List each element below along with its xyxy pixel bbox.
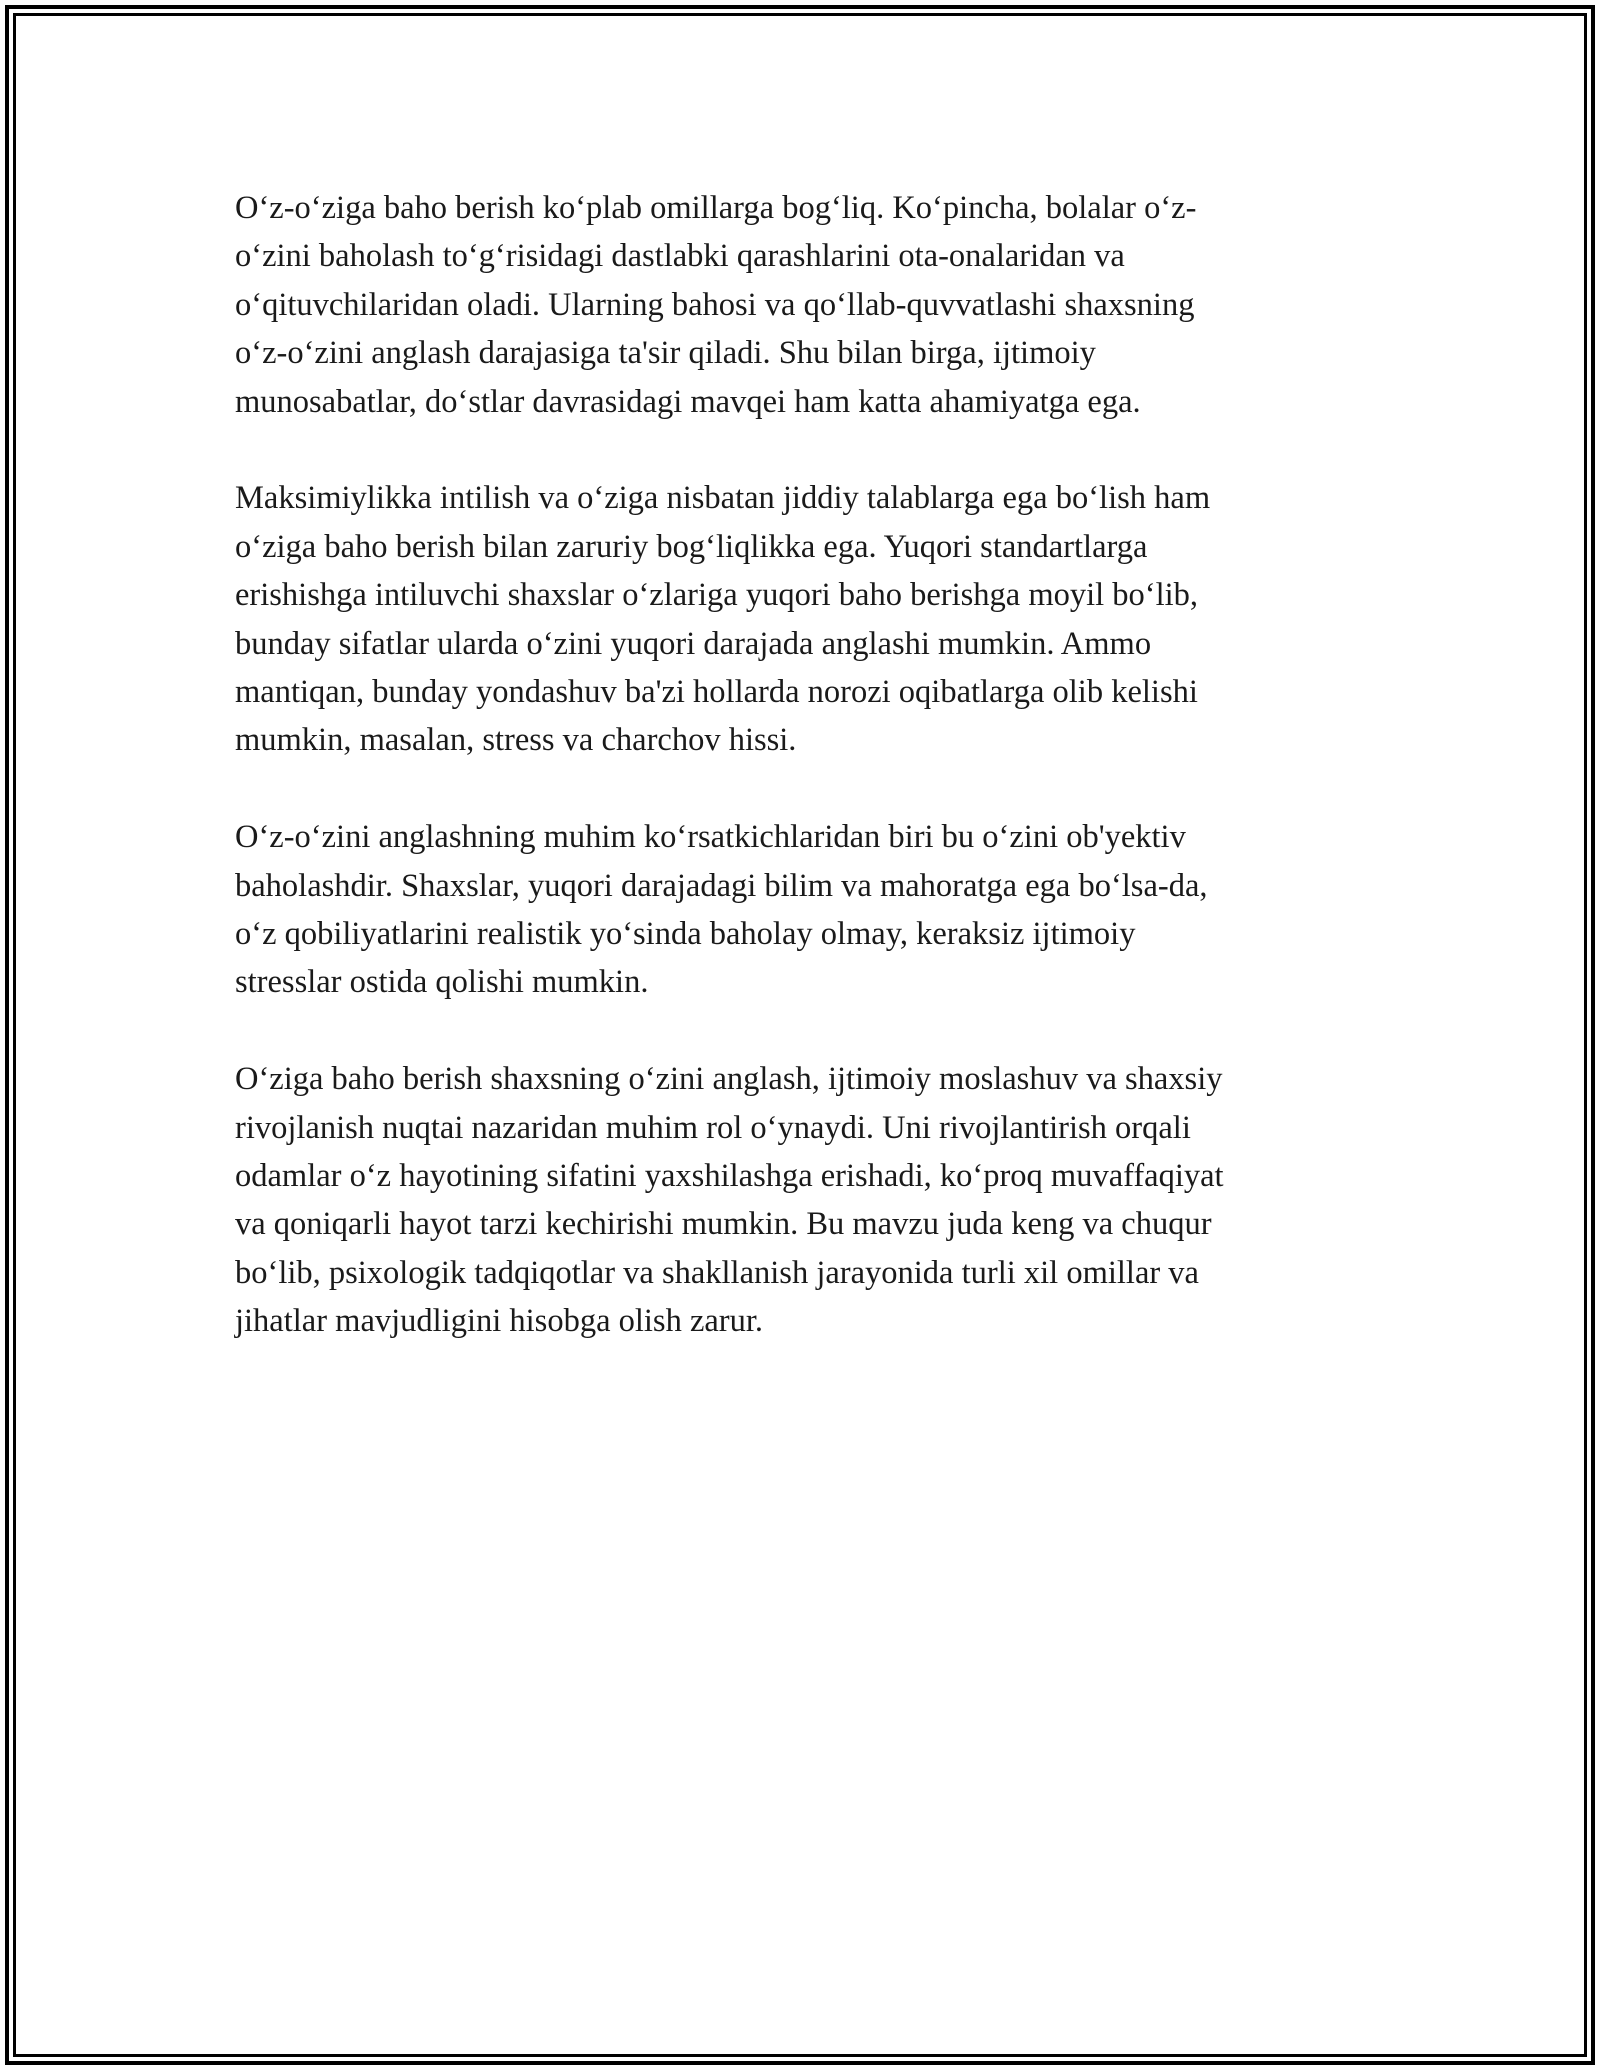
paragraph-line: o‘zini baholash to‘g‘risidagi dastlabki qarashlarini ota-onalaridan va xyxy=(235,238,1125,275)
paragraph-line: rivojlanish nuqtai nazaridan muhim rol o‘ynaydi. Uni rivojlantirish orqali xyxy=(235,1109,1191,1146)
document-body xyxy=(235,184,1365,1394)
paragraph-line: o‘qituvchilaridan oladi. Ularning bahosi va qo‘llab-quvvatlashi shaxsning xyxy=(235,286,1195,323)
paragraph-2 xyxy=(235,474,1365,764)
paragraph-line: bunday sifatlar ularda o‘zini yuqori darajada anglashi mumkin. Ammo xyxy=(235,625,1152,662)
paragraph-line: o‘ziga baho berish bilan zaruriy bog‘liqlikka ega. Yuqori standartlarga xyxy=(235,528,1148,565)
paragraph-line: Maksimiylikka intilish va o‘ziga nisbatan jiddiy talablarga ega bo‘lish ham xyxy=(235,480,1211,517)
paragraph-1 xyxy=(235,184,1365,426)
paragraph-line: baholashdir. Shaxslar, yuqori darajadagi bilim va mahoratga ega bo‘lsa-da, xyxy=(235,867,1208,904)
paragraph-line: va qoniqarli hayot tarzi kechirishi mumkin. Bu mavzu juda keng va chuqur xyxy=(235,1206,1212,1243)
paragraph-line: o‘z qobiliyatlarini realistik yo‘sinda baholay olmay, keraksiz ijtimoiy xyxy=(235,916,1136,953)
paragraph-line: O‘z-o‘ziga baho berish ko‘plab omillarga bog‘liq. Ko‘pincha, bolalar o‘z- xyxy=(235,190,1197,226)
paragraph-line: mumkin, masalan, stress va charchov hissi. xyxy=(235,722,797,759)
paragraph-4 xyxy=(235,1055,1365,1345)
paragraph-line: stresslar ostida qolishi mumkin. xyxy=(235,964,649,1001)
paragraph-line: mantiqan, bunday yondashuv ba'zi hollarda norozi oqibatlarga olib kelishi xyxy=(235,674,1198,711)
paragraph-line: odamlar o‘z hayotining sifatini yaxshilashga erishadi, ko‘proq muvaffaqiyat xyxy=(235,1158,1224,1195)
paragraph-line: munosabatlar, do‘stlar davrasidagi mavqei ham katta ahamiyatga ega. xyxy=(235,383,1141,420)
paragraph-3 xyxy=(235,813,1365,1007)
paragraph-line: O‘z-o‘zini anglashning muhim ko‘rsatkichlaridan biri bu o‘zini ob'yektiv xyxy=(235,819,1186,856)
paragraph-line: jihatlar mavjudligini hisobga olish zarur. xyxy=(235,1303,764,1340)
paragraph-line: O‘ziga baho berish shaxsning o‘zini anglash, ijtimoiy moslashuv va shaxsiy xyxy=(235,1061,1223,1098)
paragraph-line: erishishga intiluvchi shaxslar o‘zlariga yuqori baho berishga moyil bo‘lib, xyxy=(235,577,1199,614)
paragraph-line: bo‘lib, psixologik tadqiqotlar va shakllanish jarayonida turli xil omillar va xyxy=(235,1254,1199,1291)
paragraph-line: o‘z-o‘zini anglash darajasiga ta'sir qiladi. Shu bilan birga, ijtimoiy xyxy=(235,335,1096,372)
